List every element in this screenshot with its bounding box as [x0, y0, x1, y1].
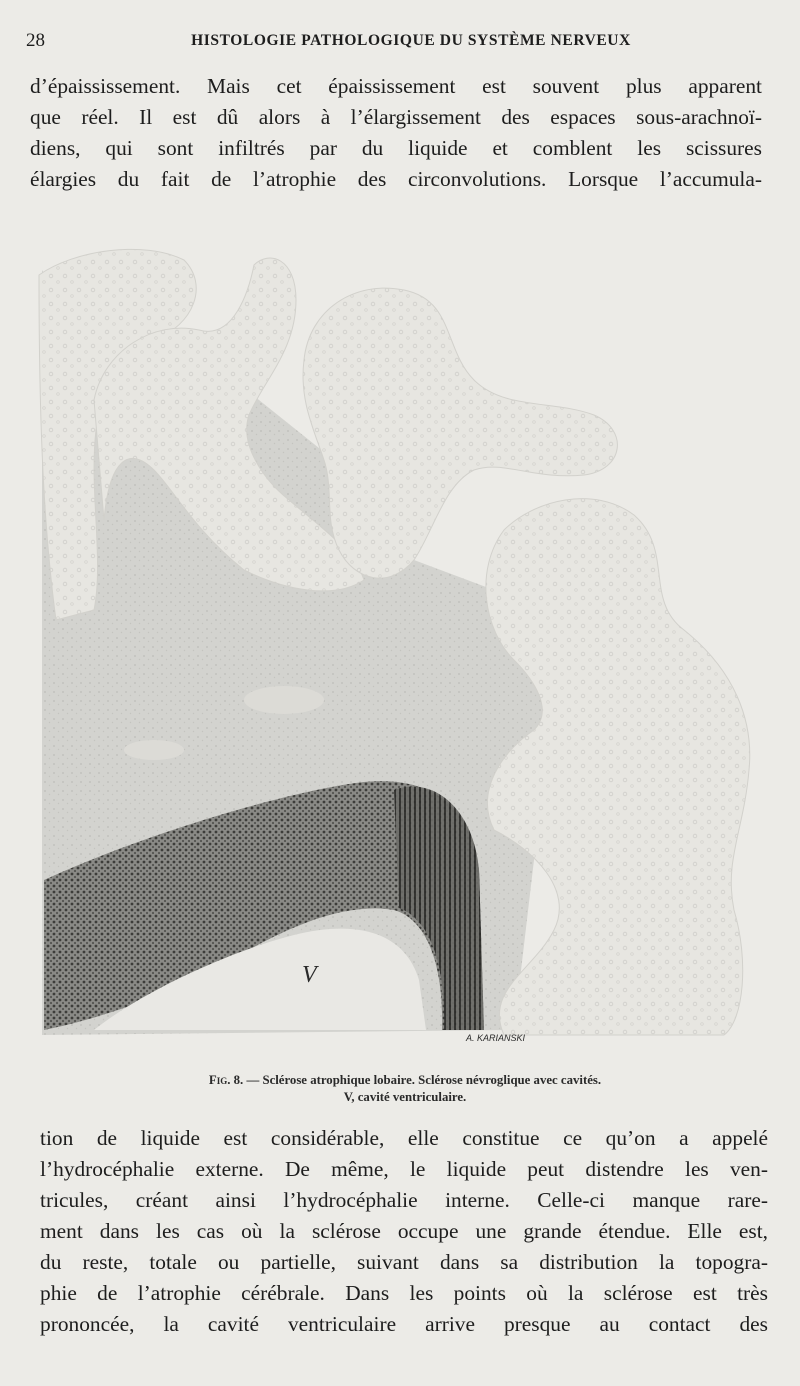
text-line: ment dans les cas où la sclérose occupe une grande étendue. Elle est, [40, 1219, 768, 1243]
text-line: élargies du fait de l’atrophie des circonvolutions. Lorsque l’accumula- [30, 167, 762, 191]
figure-caption [60, 1072, 750, 1106]
caption-line-1 [60, 1072, 750, 1089]
running-head: HISTOLOGIE PATHOLOGIQUE DU SYSTÈME NERVEUX [191, 32, 631, 49]
figure-number: Fig. 8. [208, 1073, 244, 1087]
caption-line-2: V, cavité ventriculaire. [343, 1090, 467, 1104]
gyrus-right [486, 499, 750, 1035]
text-line: d’épaississement. Mais cet épaississement est souvent plus apparent [30, 74, 762, 98]
text-line: tricules, créant ainsi l’hydrocéphalie interne. Celle-ci manque rare- [40, 1188, 768, 1212]
paragraph-bottom [40, 1123, 768, 1340]
text-line: l’hydrocéphalie externe. De même, le liquide peut distendre les ven- [40, 1157, 768, 1181]
cavity [244, 686, 324, 714]
text-line: tion de liquide est considérable, elle constitue ce qu’on a appelé [40, 1126, 768, 1150]
text-line: prononcée, la cavité ventriculaire arrive presque au contact des [40, 1312, 768, 1336]
page-number: 28 [26, 30, 45, 51]
histology-figure [34, 230, 764, 1042]
text-line: diens, qui sont infiltrés par du liquide et comblent les scissures [30, 136, 762, 160]
paragraph-top [30, 71, 762, 195]
page-header [26, 30, 766, 58]
caption-title: — Sclérose atrophique lobaire. Sclérose névroglique avec cavités. [246, 1073, 602, 1087]
text-line: phie de l’atrophie cérébrale. Dans les points où la sclérose est très [40, 1281, 768, 1305]
text-line: du reste, totale ou partielle, suivant dans sa distribution la topogra- [40, 1250, 768, 1274]
text-line: que réel. Il est dû alors à l’élargissement des espaces sous-arachnoï- [30, 105, 762, 129]
artist-signature: A. KARIANSKI [466, 1033, 526, 1042]
ventricle-label: V [302, 962, 317, 988]
cavity [124, 740, 184, 760]
